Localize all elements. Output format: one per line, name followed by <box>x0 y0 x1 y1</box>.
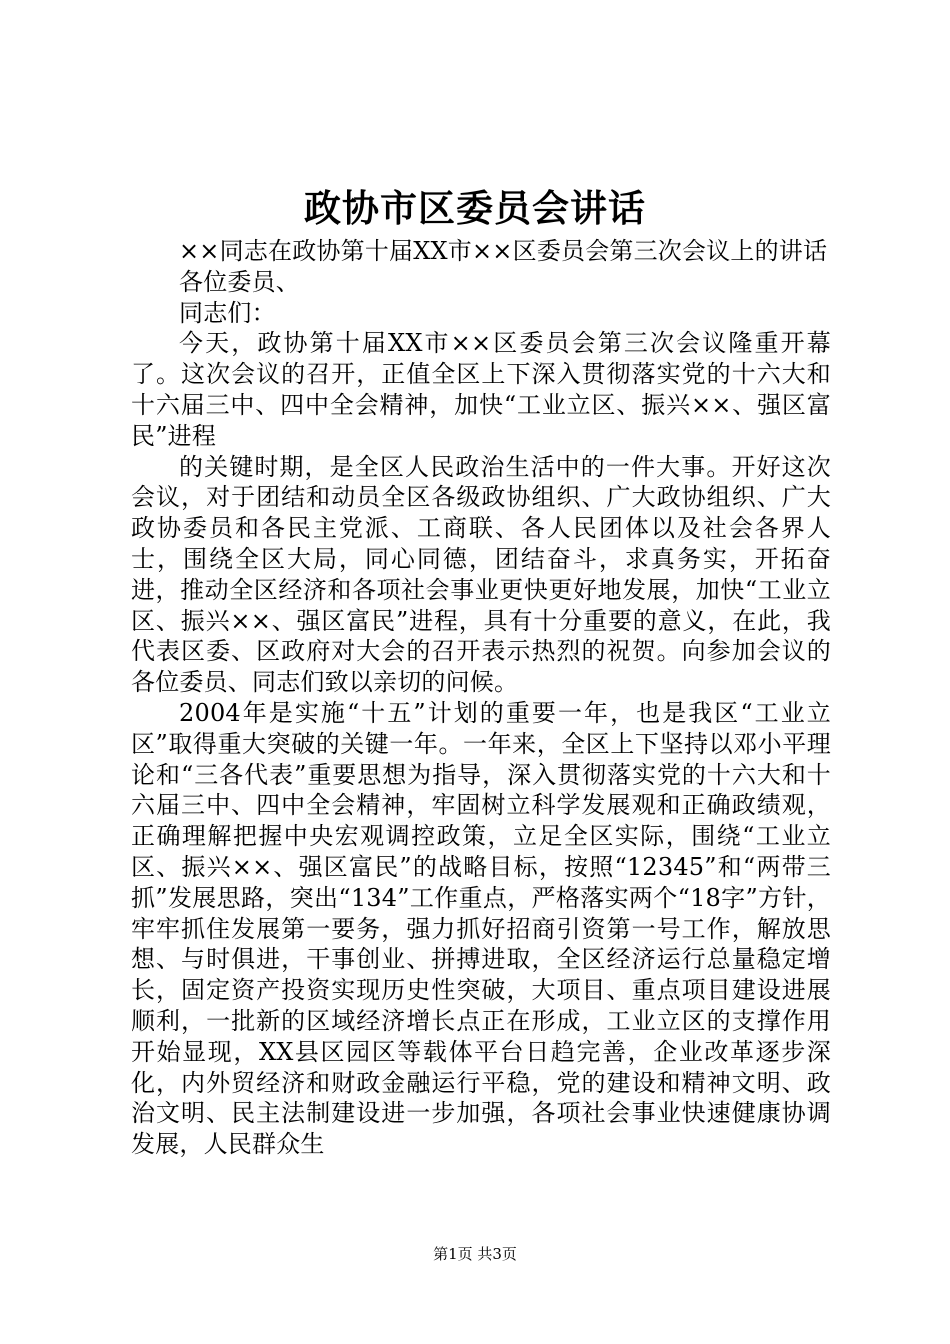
body-paragraph: 2004年是实施“十五”计划的重要一年，也是我区“工业立区”取得重大突破的关键一年。一年来，全区上下坚持以邓小平理论和“三各代表”重要思想为指导，深入贯彻落实党的十六大和十六届三中、四中全会精神，牢固树立科学发展观和正确政绩观，正确理解把握中央宏观调控政策，立足全区实际，围绕“工业立区、振兴××、强区富民”的战略目标，按照“12345”和“两带三抓”发展思路，突出“134”工作重点，严格落实两个“18字”方针，牢牢抓住发展第一要务，强力抓好招商引资第一号工作，解放思想、与时俱进，干事创业、拼搏进取，全区经济运行总量稳定增长，固定资产投资实现历史性突破，大项目、重点项目建设进展顺利，一批新的区域经济增长点正在形成，工业立区的支撑作用开始显现，XX县区园区等载体平台日趋完善，企业改革逐步深化，内外贸经济和财政金融运行平稳，党的建设和精神文明、政治文明、民主法制建设进一步加强，各项社会事业快速健康协调发展，人民群众生 <box>131 698 831 1159</box>
body-paragraph: 今天，政协第十届XX市××区委员会第三次会议隆重开幕了。这次会议的召开，正值全区上下深入贯彻落实党的十六大和十六届三中、四中全会精神，加快“工业立区、振兴××、强区富民”进程 <box>131 329 831 450</box>
speech-heading-paragraph: ××同志在政协第十届XX市××区委员会第三次会议上的讲话 <box>179 237 828 265</box>
document-body <box>131 236 831 1160</box>
salutation-paragraph: 各位委员、 <box>179 267 300 296</box>
page-number-footer: 第1页 共3页 <box>433 1245 517 1263</box>
salutation-paragraph: 同志们： <box>179 298 276 327</box>
body-paragraph: 的关键时期，是全区人民政治生活中的一件大事。开好这次会议，对于团结和动员全区各级政协组织、广大政协组织、广大政协委员和各民主党派、工商联、各人民团体以及社会各界人士，围绕全区大局，同心同德，团结奋斗，求真务实，开拓奋进，推动全区经济和各项社会事业更快更好地发展，加快“工业立区、振兴××、强区富民”进程，具有十分重要的意义，在此，我代表区委、区政府对大会的召开表示热烈的祝贺。向参加会议的各位委员、同志们致以亲切的问候。 <box>131 452 831 697</box>
document-title: 政协市区委员会讲话 <box>304 186 646 230</box>
